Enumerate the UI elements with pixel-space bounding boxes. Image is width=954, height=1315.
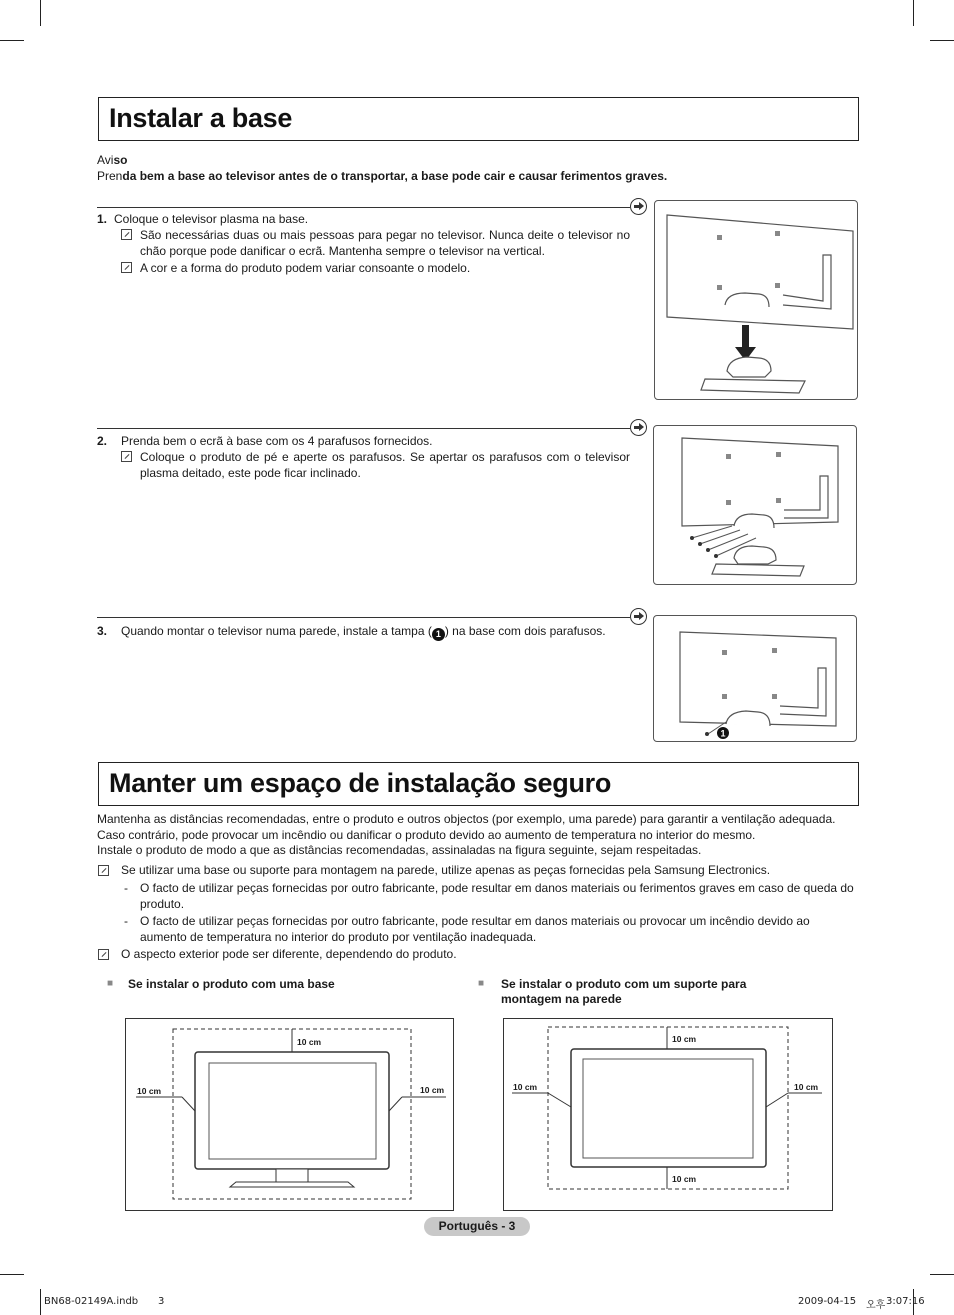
section-title: Manter um espaço de instalação seguro [109,768,612,798]
warning-text: Prenda bem a base ao televisor antes de o transportar, a base pode cair e causar ferimentos graves. [97,169,668,183]
subheading: Se instalar o produto com uma base [128,977,335,991]
footer-time: 3:07:16 [886,1296,925,1307]
clearance-figure-stand [125,1018,454,1211]
step-text: Quando montar o televisor numa parede, instale a tampa ( 1 ) na base com dois parafusos. [121,624,606,639]
callout-icon: 1 [432,628,445,641]
step-divider [97,617,630,618]
intro-line: Caso contrário, pode provocar um incêndio ou danificar o produto devido ao aumento de temperatura no interior do mesmo. [97,828,756,842]
crop-mark [930,40,954,41]
tv-stand-figure-1 [654,200,858,400]
dash: - [124,881,128,895]
tv-stand-figure-2 [653,425,857,585]
clearance-label-bottom: 10 cm [672,1174,697,1184]
step-divider [97,428,630,429]
wall-clearance-diagram [504,1019,832,1210]
stand-clearance-diagram [126,1019,453,1210]
footer-file: BN68-02149A.indb [44,1296,139,1307]
crop-mark [0,1274,24,1275]
clearance-figure-wall [503,1018,833,1211]
subheading: Se instalar o produto com um suporte para [501,977,747,991]
arrow-right-icon [630,608,647,625]
crop-mark [40,0,41,26]
tv-screws-illustration [654,426,858,586]
tv-cover-figure [653,615,857,742]
dash-item: O facto de utilizar peças fornecidas por outro fabricante, pode resultar em danos materiais ou provocar um incêndio devido ao aumento de temperatura no interior do produto por ventilação inadequada. [140,914,810,944]
note-icon [98,949,109,960]
bullet: ■ [478,978,485,989]
intro-line: Instale o produto de modo a que as distâncias recomendadas, assinaladas na figura seguinte, sejam respeitadas. [97,843,702,857]
dash: - [124,914,128,928]
step-number: 2. [97,434,108,448]
arrow-right-icon [630,198,647,215]
crop-mark [930,1274,954,1275]
section-title-box [98,762,859,806]
tv-cover-illustration [654,616,858,743]
footer-date: 2009-04-15 [798,1296,857,1307]
note-icon [121,229,132,240]
crop-mark [0,40,24,41]
page-label: Português - 3 [424,1217,530,1236]
crop-mark [40,1289,41,1315]
note-text: O aspecto exterior pode ser diferente, dependendo do produto. [121,947,457,961]
step-note: São necessárias duas ou mais pessoas para pegar no televisor. Nunca deite o televisor no chão porque pode danificar o ecrã. Mantenha sempre o televisor na vertical. [140,228,630,258]
step-text: Coloque o televisor plasma na base. [114,212,309,226]
clearance-label-right: 10 cm [420,1085,445,1095]
tv-back-illustration [655,201,859,401]
note-icon [98,865,109,876]
section-title-box [98,97,859,141]
note-icon [121,451,132,462]
subheading: montagem na parede [501,992,622,1006]
clearance-label-left: 10 cm [137,1086,162,1096]
warning-label: Aviso [97,153,128,167]
clearance-label-top: 10 cm [672,1034,697,1044]
bullet: ■ [107,978,114,989]
dash-item: O facto de utilizar peças fornecidas por outro fabricante, pode resultar em danos materiais ou ferimentos graves em caso de queda do produto. [140,881,854,911]
step-divider [97,207,630,208]
note-text: Se utilizar uma base ou suporte para montagem na parede, utilize apenas as peças fornecidas pela Samsung Electronics. [121,863,771,877]
crop-mark [913,0,914,26]
note-icon [121,262,132,273]
step-number: 3. [97,624,108,638]
step-note: Coloque o produto de pé e aperte os parafusos. Se apertar os parafusos com o televisor plasma deitado, este pode ficar inclinado. [140,450,630,480]
clearance-label-right: 10 cm [794,1082,819,1092]
footer-page: 3 [158,1296,165,1307]
clearance-label-top: 10 cm [297,1037,322,1047]
arrow-right-icon [630,419,647,436]
step-number: 1. [97,212,108,226]
intro-line: Mantenha as distâncias recomendadas, entre o produto e outros objectos (por exemplo, uma parede) para garantir a ventilação adequada. [97,812,836,826]
footer-time-prefix: 오후 [866,1300,886,1311]
step-note: A cor e a forma do produto podem variar consoante o modelo. [140,261,471,275]
section-title: Instalar a base [109,103,293,133]
step-text: Prenda bem o ecrã à base com os 4 parafusos fornecidos. [121,434,433,448]
callout-label: 1 [720,728,726,739]
clearance-label-left: 10 cm [513,1082,538,1092]
